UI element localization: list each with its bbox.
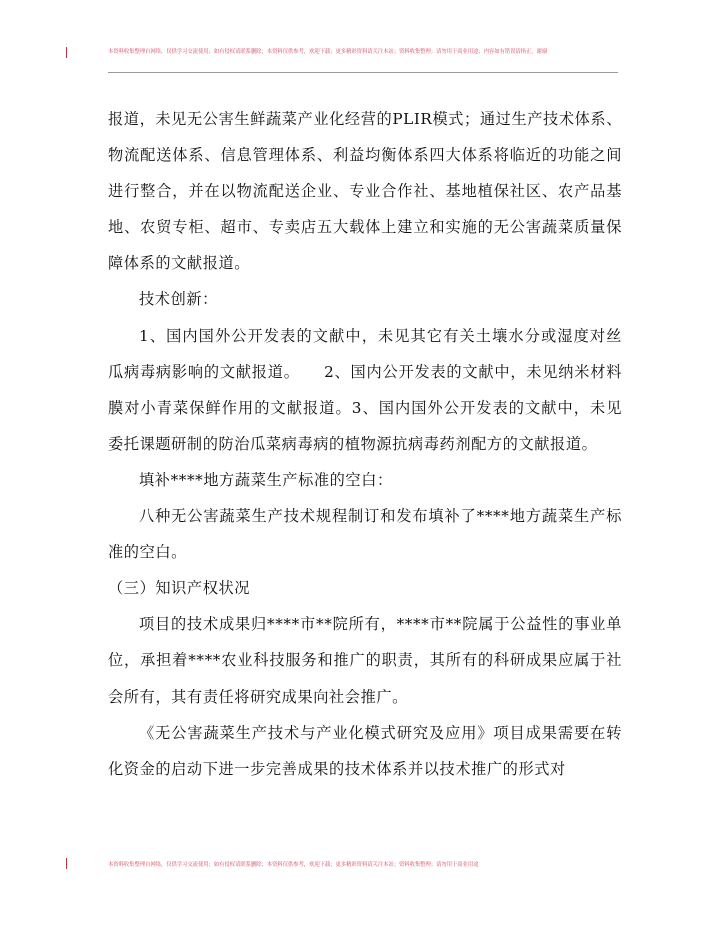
paragraph-tech-innovation-items: 1、国内国外公开发表的文献中，未见其它有关土壤水分或湿度对丝瓜病毒病影响的文献报道。 2、国内公开发表的文献中，未见纳米材料膜对小青菜保鲜作用的文献报道。3、国内国外公开发表的文献中，未见委托课题研制的防治瓜菜病毒病的植物源抗病毒药剂配方的文献报道。 bbox=[108, 326, 622, 453]
section-heading-ip-status: （三）知识产权状况 bbox=[108, 579, 251, 598]
document-body bbox=[108, 101, 622, 787]
header-divider bbox=[108, 72, 618, 73]
footer-margin-mark bbox=[66, 858, 67, 869]
paragraph-1: 报道，未见无公害生鲜蔬菜产业化经营的PLIR模式；通过生产技术体系、物流配送体系、信息管理体系、利益均衡体系四大体系将临近的功能之间进行整合，并在以物流配送企业、专业合作社、基地植保社区、农产品基地、农贸专柜、超市、专卖店五大载体上建立和实施的无公害蔬菜质量保障体系的文献报道。 bbox=[108, 110, 622, 273]
paragraph-ip-status: 项目的技术成果归****市**院所有，****市**院属于公益性的事业单位，承担着****农业科技服务和推广的职责，其所有的科研成果应属于社会所有，其有责任将研究成果向社会推广。 bbox=[108, 615, 622, 706]
footer-banner: 本资料收集整理自网络，仅供学习交流使用；如有侵权请联系删除；本资料仅供参考，欢迎下载；更多精彩资料请关注本站；资料收集整理；请勿用于商业用途 bbox=[108, 862, 479, 868]
header-margin-mark bbox=[66, 47, 67, 58]
paragraph-project-outcome: 《无公害蔬菜生产技术与产业化模式研究及应用》项目成果需要在转化资金的启动下进一步完善成果的技术体系并以技术推广的形式对 bbox=[108, 723, 622, 778]
paragraph-tech-innovation-title: 技术创新： bbox=[139, 290, 218, 309]
paragraph-standard-body: 八种无公害蔬菜生产技术规程制订和发布填补了****地方蔬菜生产标准的空白。 bbox=[108, 507, 622, 562]
paragraph-standard-title: 填补****地方蔬菜生产标准的空白： bbox=[139, 470, 393, 489]
header-banner: 本资料收集整理自网络，仅供学习交流使用；如有侵权请联系删除；本资料仅供参考，欢迎下载；更多精彩资料请关注本站；资料收集整理；请勿用于商业用途；内容如有错误请指正，谢谢 bbox=[108, 49, 548, 55]
